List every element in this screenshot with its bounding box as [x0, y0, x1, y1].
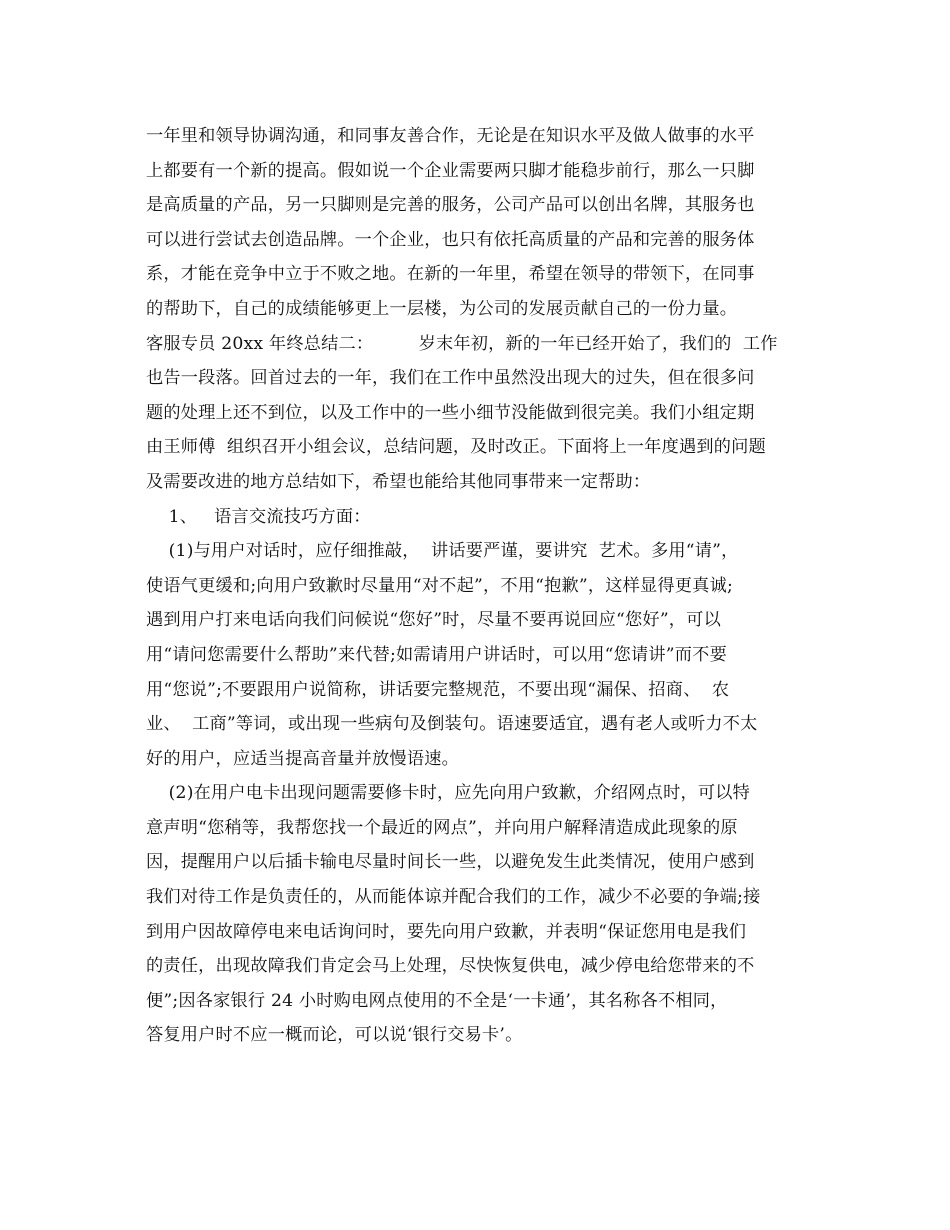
text-line: 因，提醒用户以后插卡输电尽量时间长一些，以避免发生此类情况，使用户感到 [146, 852, 755, 873]
text-line: 用“您说”;不要跟用户说简称，讲话要完整规范，不要出现“漏保、招商、 农 [146, 679, 730, 700]
text-line: 也告一段落。回首过去的一年，我们在工作中虽然没出现大的过失，但在很多问 [146, 368, 755, 389]
text-line: 可以进行尝试去创造品牌。一个企业，也只有依托高质量的产品和完善的服务体 [146, 229, 755, 250]
text-line: 答复用户时不应一概而论，可以说‘银行交易卡’。 [146, 1025, 523, 1046]
text-line: (2)在用户电卡出现问题需要修卡时，应先向用户致歉，介绍网点时，可以特 [146, 783, 751, 804]
text-line: 意声明“您稍等，我帮您找一个最近的网点”，并向用户解释清造成此现象的原 [146, 817, 738, 838]
text-line: 用“请问您需要什么帮助”来代替;如需请用户讲话时，可以用“您请讲”而不要 [146, 644, 727, 665]
text-line: (1)与用户对话时，应仔细推敲， 讲话要严谨，要讲究 艺术。多用“请”， [146, 541, 739, 562]
text-line: 及需要改进的地方总结如下，希望也能给其他同事带来一定帮助： [146, 471, 651, 492]
text-line: 到用户因故障停电来电话询问时，要先向用户致歉，并表明“保证您用电是我们 [146, 921, 747, 942]
text-line: 遇到用户打来电话向我们问候说“您好”时，尽量不要再说回应“您好”，可以 [146, 610, 721, 631]
text-line: 系，才能在竞争中立于不败之地。在新的一年里，希望在领导的带领下，在同事 [146, 264, 755, 285]
text-line: 由王师傅 组织召开小组会议，总结问题，及时改正。下面将上一年度遇到的问题 [146, 437, 766, 458]
text-line: 我们对待工作是负责任的，从而能体谅并配合我们的工作，减少不必要的争端;接 [146, 887, 761, 908]
text-line: 一年里和领导协调沟通，和同事友善合作，无论是在知识水平及做人做事的水平 [146, 126, 755, 146]
text-line: 的责任，出现故障我们肯定会马上处理，尽快恢复供电，减少停电给您带来的不 [146, 956, 755, 977]
text-line: 上都要有一个新的提高。假如说一个企业需要两只脚才能稳步前行，那么一只脚 [146, 160, 755, 181]
text-line: 题的处理上还不到位，以及工作中的一些小细节没能做到很完美。我们小组定期 [146, 402, 755, 423]
text-line: 业、 工商”等词，或出现一些病句及倒装句。语速要适宜，遇有老人或听力不太 [146, 714, 758, 735]
text-line: 好的用户，应适当提高音量并放慢语速。 [146, 748, 459, 769]
text-line: 是高质量的产品，另一只脚则是完善的服务，公司产品可以创出名牌，其服务也 [146, 195, 755, 216]
list-heading-line: 1、 语言交流技巧方面： [146, 506, 371, 527]
document-body [146, 119, 816, 1053]
section-heading-line: 客服专员 20xx 年终总结二： 岁末年初，新的一年已经开始了，我们的 工作 [146, 333, 778, 354]
text-line: 的帮助下，自己的成绩能够更上一层楼，为公司的发展贡献自己的一份力量。 [146, 298, 738, 319]
text-line: 使语气更缓和;向用户致歉时尽量用“对不起”，不用“抱歉”，这样显得更真诚; [146, 575, 733, 596]
text-line: 便”;因各家银行 24 小时购电网点使用的不全是‘一卡通’，其名称各不相同， [146, 990, 728, 1011]
